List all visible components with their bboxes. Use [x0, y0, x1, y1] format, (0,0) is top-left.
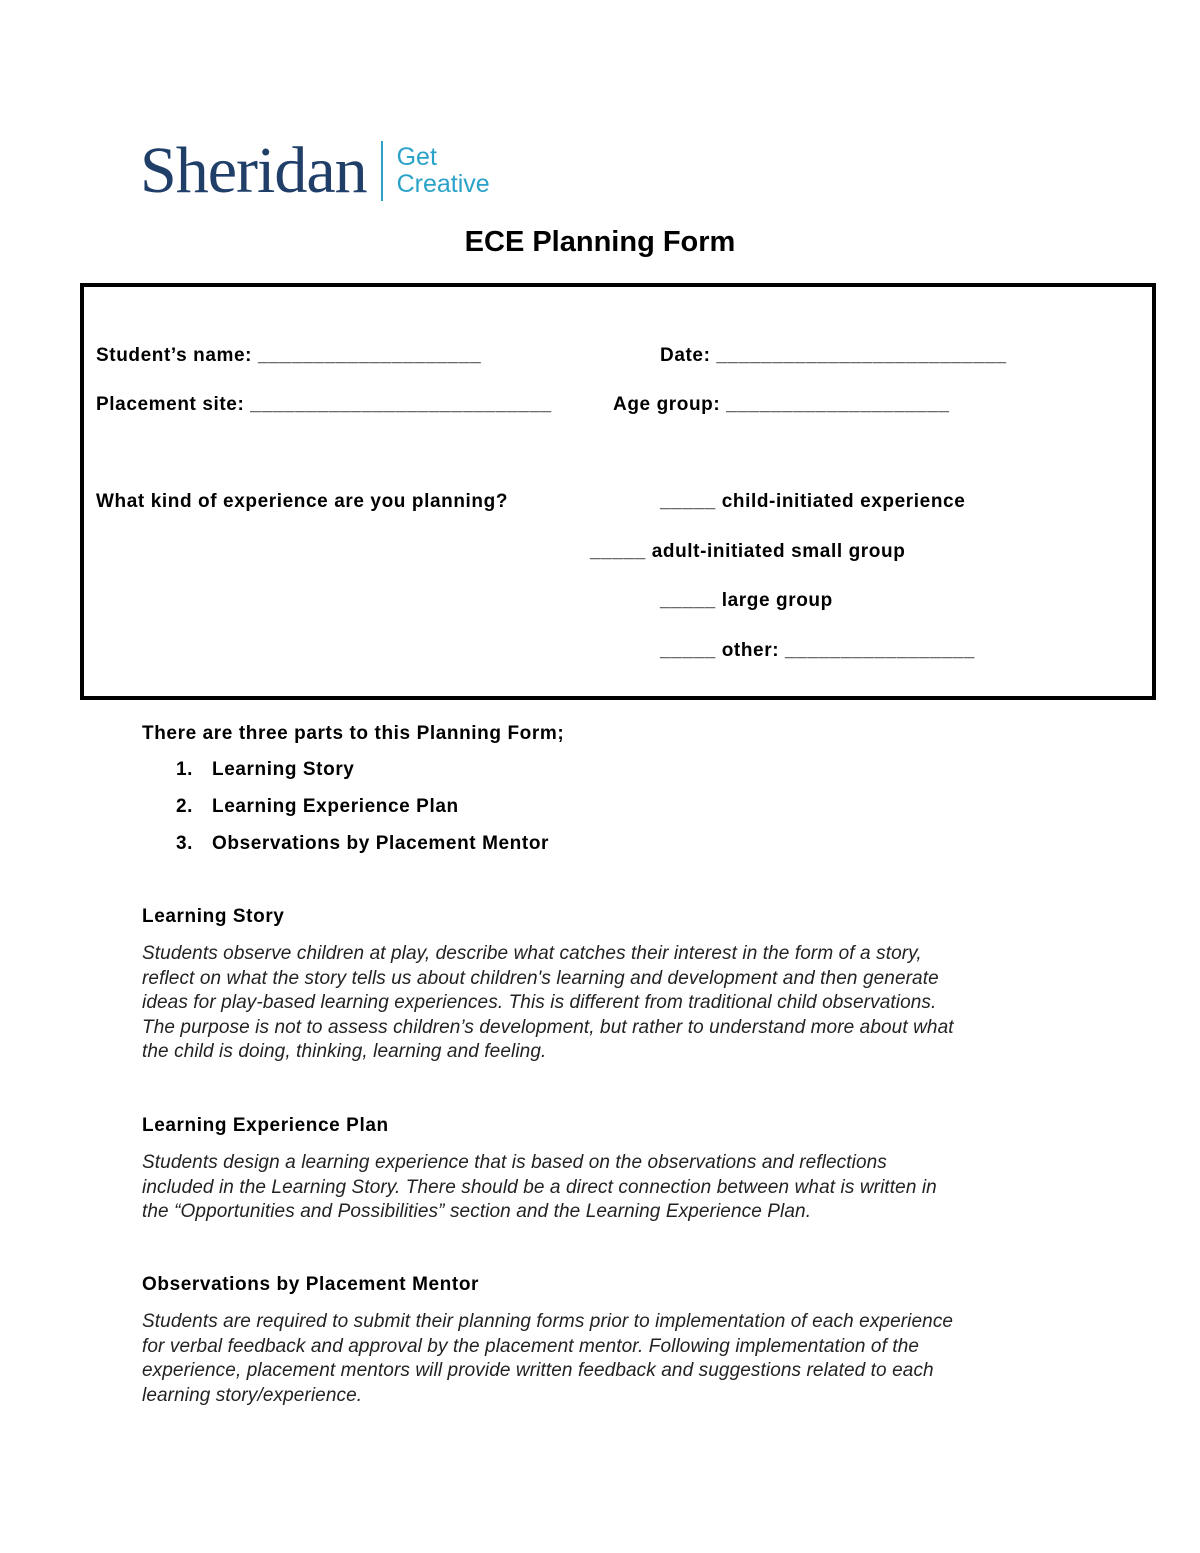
body-line: the “Opportunities and Possibilities” section and the Learning Experience Plan.	[142, 1201, 812, 1222]
option-adult-initiated-small-group[interactable]: _____ adult-initiated small group	[590, 541, 906, 562]
section-heading-learning-experience-plan: Learning Experience Plan	[142, 1115, 389, 1136]
body-line: for verbal feedback and approval by the placement mentor. Following implementation of the	[142, 1335, 920, 1357]
list-item	[176, 833, 549, 855]
list-label: Learning Story	[212, 759, 355, 780]
option-other[interactable]: _____ other: _________________	[660, 640, 975, 661]
logo-divider	[381, 141, 383, 201]
section-heading-observations: Observations by Placement Mentor	[142, 1274, 480, 1295]
body-line: experience, placement mentors will provide written feedback and suggestions related to each	[142, 1360, 934, 1381]
section-body-observations	[142, 1310, 1082, 1408]
experience-question: What kind of experience are you planning?	[96, 491, 509, 512]
list-item	[176, 796, 459, 818]
logo-tagline-line1: Get	[396, 143, 437, 171]
list-number: 1.	[176, 759, 194, 780]
option-child-initiated[interactable]: _____ child-initiated experience	[660, 491, 966, 512]
section-heading-learning-story: Learning Story	[142, 906, 285, 927]
logo-tagline	[397, 144, 490, 198]
body-line: Students design a learning experience that is based on the observations and reflections	[142, 1152, 887, 1173]
list-label: Learning Experience Plan	[212, 796, 459, 817]
list-number: 2.	[176, 796, 194, 817]
student-name-field[interactable]: Student’s name: ____________________	[96, 345, 482, 366]
body-line: Students observe children at play, describe what catches their interest in the form of a story,	[142, 943, 922, 964]
placement-site-field[interactable]: Placement site: ___________________________	[96, 394, 552, 415]
sheridan-logo	[140, 134, 490, 207]
logo-tagline-line2: Creative	[396, 170, 490, 198]
date-field[interactable]: Date: __________________________	[660, 345, 1007, 366]
body-line: included in the Learning Story. There should be a direct connection between what is written in	[142, 1176, 937, 1198]
list-label: Observations by Placement Mentor	[212, 833, 550, 854]
body-line: The purpose is not to assess children’s development, but rather to understand more about what	[142, 1016, 954, 1038]
body-line: the child is doing, thinking, learning and feeling.	[142, 1041, 547, 1062]
option-large-group[interactable]: _____ large group	[660, 590, 833, 611]
body-line: ideas for play-based learning experiences. This is different from traditional child observations.	[142, 992, 937, 1013]
intro-text: There are three parts to this Planning Form;	[142, 723, 565, 744]
logo-wordmark: Sheridan	[140, 134, 367, 207]
body-line: reflect on what the story tells us about children's learning and development and then generate	[142, 967, 939, 989]
body-line: Students are required to submit their planning forms prior to implementation of each experience	[142, 1311, 954, 1332]
section-body-learning-experience-plan	[142, 1151, 1082, 1225]
body-line: learning story/experience.	[142, 1384, 363, 1406]
section-body-learning-story	[142, 942, 1082, 1065]
age-group-field[interactable]: Age group: ____________________	[613, 394, 950, 415]
list-number: 3.	[176, 833, 194, 854]
list-item	[176, 759, 354, 781]
page-title: ECE Planning Form	[464, 226, 736, 258]
